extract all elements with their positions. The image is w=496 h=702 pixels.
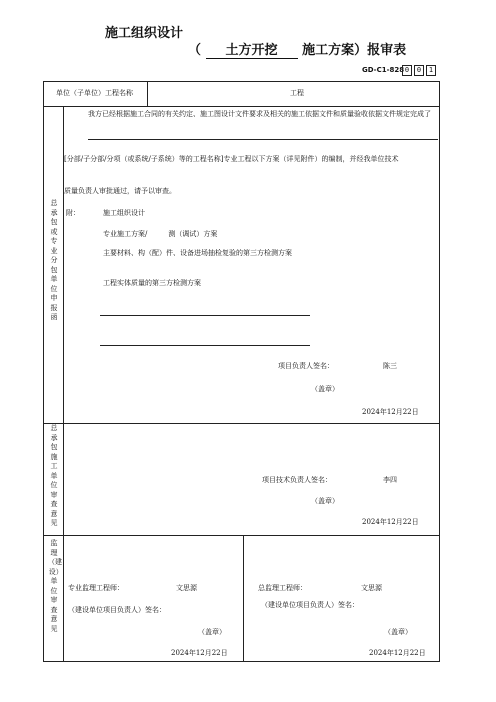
section2-sign-name: 李四 [383,476,397,484]
right-engineer-label: 总监理工程师： [258,584,307,592]
right-engineer-name: 文思源 [361,584,382,592]
form-table [43,81,440,662]
left-engineer-label: 专业监理工程师： [68,584,124,592]
row-divider-1 [43,106,440,107]
section1-seal: （盖章） [311,385,339,393]
left-owner-label: （建设单位项目负责人）签名： [68,606,166,614]
form-subtitle [188,39,406,59]
name-col-divider [147,81,148,107]
section1-date: 2024年12月22日 [362,408,419,416]
unit-name-label: 单位（子单位）工程名称 [56,89,133,97]
code-digit-1: 0 [402,65,412,76]
row-divider-3 [43,535,440,536]
section2-side-label: 总承包施工单位审查意见 [50,424,58,527]
subtitle-rest: 施工方案）报审表 [302,43,407,58]
section2-sign-label: 项目技术负责人签名： [262,476,332,484]
code-digit-2: 0 [414,65,424,76]
para1-fill-line [88,139,438,140]
subtitle-fill: 土方开挖 [206,39,298,59]
left-seal: （盖章） [198,628,226,636]
unit-name-value: 工程 [290,89,304,97]
form-title: 施工组织设计 [105,26,184,41]
left-date: 2024年12月22日 [171,649,228,657]
subtitle-open: （ [188,43,202,58]
left-engineer-name: 文思源 [176,584,197,592]
blank-line-1 [100,315,310,316]
right-owner-label: （建设单位项目负责人）签名： [261,601,359,609]
code-digit-3: 1 [426,65,436,76]
attachments-label: 附： [66,209,80,217]
form-code: GD-C1-828 [362,66,405,74]
section1-sign-label: 项目负责人签名： [278,362,334,370]
sig-col-divider [243,535,244,662]
declaration-para-2: [分部/子分部/分项（或系统/子系统）等的工程名称]专业工程以下方案（详见附件）的编制，并经我单位技术 [64,155,399,163]
section1-side-label: 总承包或专业分包单位申报函 [50,199,58,321]
attachment-item-2: 专业施工方案/ 测（调试）方案 [103,230,218,238]
attachment-item-3: 主要材料、构（配）件、设备进场抽检复验的第三方检测方案 [103,249,292,257]
section2-date: 2024年12月22日 [362,518,419,526]
right-seal: （盖章） [384,628,412,636]
attachment-item-4: 工程实体质量的第三方检测方案 [103,279,201,287]
attachment-item-1: 施工组织设计 [103,209,145,217]
declaration-para-1: 我方已经根据施工合同的有关约定、施工图设计文件要求及相关的施工依据文件和质量验收依据文件规定完成了 [88,110,431,118]
section3-side-label: 监理（建设）单位审查意见 [48,539,62,633]
section1-sign-name: 陈三 [383,362,397,370]
section2-seal: （盖章） [311,497,339,505]
row-divider-2 [43,423,440,424]
declaration-para-3: 质量负责人审批通过，请予以审查。 [64,187,176,195]
right-date: 2024年12月22日 [369,649,426,657]
blank-line-2 [100,345,310,346]
